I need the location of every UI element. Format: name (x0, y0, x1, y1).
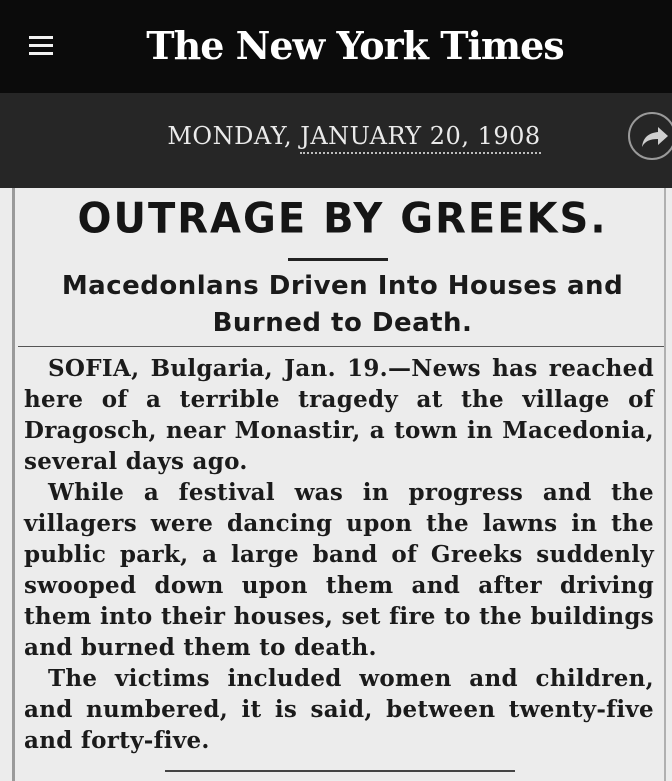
article-paragraph: The victims included women and children, and numbered, it is said, between twenty-five and forty-five. (24, 665, 654, 754)
article-body (24, 353, 654, 756)
article-end-rule (165, 770, 515, 772)
share-button[interactable] (628, 112, 672, 160)
date-link[interactable]: JANUARY 20, 1908 (300, 122, 540, 154)
share-arrow-icon (640, 125, 670, 149)
headline-rule (288, 258, 388, 261)
article-paragraph: SOFIA, Bulgaria, Jan. 19.—News has reached here of a terrible tragedy at the village of Dragosch, near Monastir, a town in Macedonia, several days ago. (24, 355, 654, 475)
dateline (0, 122, 672, 162)
hamburger-menu-icon[interactable] (29, 36, 53, 56)
article-subhead: Macedonlans Driven Into Houses and Burned to Death. (61, 271, 624, 338)
subhead-rule (18, 346, 664, 347)
article-paragraph: While a festival was in progress and the villagers were dancing upon the lawns in the public park, a large band of Greeks suddenly swooped down upon them and after driving them into their houses, set fire to the buildings and burned them to death. (24, 479, 654, 661)
masthead-logo[interactable]: The New York Times (146, 23, 564, 68)
article-headline: OUTRAGE BY GREEKS. (77, 194, 608, 244)
dateline-weekday: MONDAY, (167, 122, 301, 150)
clipping-edge-left (12, 188, 15, 781)
